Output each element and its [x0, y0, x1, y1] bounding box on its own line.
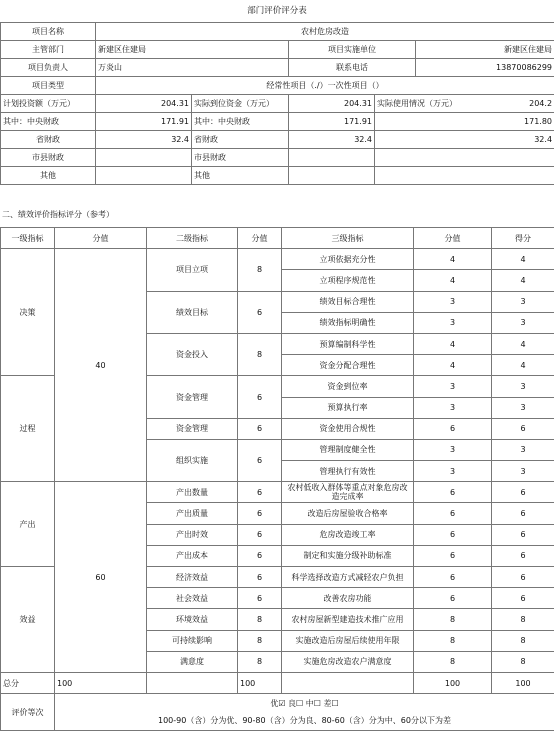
- level1-decision: 决策: [1, 249, 55, 376]
- grade-label: 评价等次: [1, 694, 55, 731]
- province-arrived-label: 省财政: [192, 131, 289, 149]
- province-row: [1, 131, 554, 149]
- grade-checkboxes: 优☑ 良☐ 中☐ 差☐: [270, 699, 339, 709]
- level3-name: 制定和实施分级补助标准: [282, 545, 414, 566]
- indicator-table: [0, 227, 554, 731]
- arrived-label: 实际到位资金（万元）: [192, 95, 289, 113]
- province-arrived: 32.4: [289, 131, 375, 149]
- level3-name: 危房改造竣工率: [282, 524, 414, 545]
- table-row: [1, 249, 554, 270]
- level2-chanchu-zhiliang-score: 6: [238, 503, 282, 524]
- type-row: [1, 77, 554, 95]
- level2-zuzhi: 组织实施: [147, 439, 238, 481]
- level3-got: 4: [492, 355, 554, 376]
- level3-got: 4: [492, 333, 554, 354]
- type-label: 项目类型: [1, 77, 96, 95]
- level3-got: 6: [492, 482, 554, 503]
- planned-label: 计划投资额（万元）: [1, 95, 96, 113]
- level3-score: 3: [414, 461, 492, 482]
- level2-guanli1: 资金管理: [147, 376, 238, 418]
- planned-value: 204.31: [96, 95, 192, 113]
- level3-score: 6: [414, 482, 492, 503]
- level2-lixiang-score: 8: [238, 249, 282, 291]
- header-l2: 二级指标: [147, 228, 238, 249]
- phone-value: 13870086299: [416, 59, 554, 77]
- level2-kechixu: 可持续影响: [147, 630, 238, 651]
- grade-rule: 100-90（含）分为优、90-80（含）分为良、80-60（含）分为中、60分以下为差: [157, 716, 451, 726]
- type-value: 经常性项目（./）一次性项目（）: [96, 77, 554, 95]
- total-row: [1, 672, 554, 693]
- level3-got: 6: [492, 567, 554, 588]
- unit-label: 项目实施单位: [289, 41, 416, 59]
- province-planned: 32.4: [96, 131, 192, 149]
- level3-got: 6: [492, 545, 554, 566]
- level2-jingji: 经济效益: [147, 567, 238, 588]
- other-label: 其他: [1, 167, 96, 185]
- level3-got: 6: [492, 418, 554, 439]
- level3-score: 3: [414, 376, 492, 397]
- other-row: [1, 167, 554, 185]
- level3-name: 资金分配合理性: [282, 355, 414, 376]
- project-info-table: [0, 22, 554, 185]
- form-title: 部门评价评分表: [247, 6, 307, 16]
- level3-name: 科学选择改造方式减轻农户负担: [282, 567, 414, 588]
- header-l1: 一级指标: [1, 228, 55, 249]
- level3-score: 8: [414, 651, 492, 672]
- total-score3: 100: [414, 672, 492, 693]
- dept-row: [1, 41, 554, 59]
- city-arrived: [289, 149, 375, 167]
- total-label: 总分: [1, 672, 55, 693]
- level3-name: 农村低收入群体等重点对象危房改造完成率: [282, 482, 414, 503]
- level2-touru: 资金投入: [147, 333, 238, 375]
- level2-huanjing-score: 8: [238, 609, 282, 630]
- level3-name: 资金使用合规性: [282, 418, 414, 439]
- level3-got: 3: [492, 291, 554, 312]
- central-row: [1, 113, 554, 131]
- level2-kechixu-score: 8: [238, 630, 282, 651]
- level3-name: 管理制度健全性: [282, 439, 414, 460]
- level2-shehui: 社会效益: [147, 588, 238, 609]
- province-label: 省财政: [1, 131, 96, 149]
- level3-score: 6: [414, 545, 492, 566]
- level3-got: 6: [492, 588, 554, 609]
- level2-guanli2: 资金管理: [147, 418, 238, 439]
- level3-name: 农村房屋新型建造技术推广应用: [282, 609, 414, 630]
- unit-value: 新建区住建局: [416, 41, 554, 59]
- level2-manyi-score: 8: [238, 651, 282, 672]
- level2-huanjing: 环境效益: [147, 609, 238, 630]
- grade-content: [55, 694, 554, 731]
- level1-process: 过程: [1, 376, 55, 482]
- level2-jingji-score: 6: [238, 567, 282, 588]
- level3-got: 3: [492, 376, 554, 397]
- level3-name: 绩效指标明确性: [282, 312, 414, 333]
- header-score2: 分值: [238, 228, 282, 249]
- level3-name: 立项依据充分性: [282, 249, 414, 270]
- level3-got: 8: [492, 630, 554, 651]
- level3-score: 6: [414, 588, 492, 609]
- city-planned: [96, 149, 192, 167]
- central-planned: 171.91: [96, 113, 192, 131]
- level3-name: 改善农房功能: [282, 588, 414, 609]
- level3-got: 3: [492, 312, 554, 333]
- used-value: 204.2: [529, 99, 553, 108]
- level3-score: 4: [414, 270, 492, 291]
- level3-got: 3: [492, 397, 554, 418]
- level2-guanli2-score: 6: [238, 418, 282, 439]
- header-got: 得分: [492, 228, 554, 249]
- level1-score-40: 40: [55, 249, 147, 482]
- city-used: [375, 149, 554, 167]
- level2-lixiang: 项目立项: [147, 249, 238, 291]
- level3-got: 8: [492, 651, 554, 672]
- level3-score: 6: [414, 418, 492, 439]
- level2-chanchu-shixiao: 产出时效: [147, 524, 238, 545]
- level3-score: 8: [414, 609, 492, 630]
- level2-shehui-score: 6: [238, 588, 282, 609]
- level3-got: 8: [492, 609, 554, 630]
- level3-got: 4: [492, 270, 554, 291]
- level3-score: 4: [414, 333, 492, 354]
- header-score1: 分值: [55, 228, 147, 249]
- level1-output: 产出: [1, 482, 55, 567]
- level2-zuzhi-score: 6: [238, 439, 282, 481]
- section2-title: 二、绩效评价指标评分（参考）: [2, 210, 114, 219]
- total-l3-blank: [282, 672, 414, 693]
- level3-score: 8: [414, 630, 492, 651]
- level3-score: 6: [414, 567, 492, 588]
- city-arrived-label: 市县财政: [192, 149, 289, 167]
- level2-chanchu-chengben-score: 6: [238, 545, 282, 566]
- total-score2: 100: [238, 672, 282, 693]
- other-arrived-label: 其他: [192, 167, 289, 185]
- central-arrived: 171.91: [289, 113, 375, 131]
- level2-guanli1-score: 6: [238, 376, 282, 418]
- used-label: 实际使用情况（万元）: [377, 99, 457, 108]
- level2-chanchu-shixiao-score: 6: [238, 524, 282, 545]
- level3-got: 6: [492, 503, 554, 524]
- arrived-value: 204.31: [289, 95, 375, 113]
- level2-manyi: 满意度: [147, 651, 238, 672]
- total-score1: 100: [55, 672, 147, 693]
- province-used: 32.4: [375, 131, 554, 149]
- owner-value: 万炎山: [96, 59, 289, 77]
- level3-name: 实施改造后房屋后续使用年限: [282, 630, 414, 651]
- level3-score: 6: [414, 524, 492, 545]
- level3-name: 改造后房屋验收合格率: [282, 503, 414, 524]
- table-row: [1, 482, 554, 503]
- level3-name: 绩效目标合理性: [282, 291, 414, 312]
- level3-name: 立项程序规范性: [282, 270, 414, 291]
- other-used: [375, 167, 554, 185]
- other-planned: [96, 167, 192, 185]
- total-l2-blank: [147, 672, 238, 693]
- project-name-label: 项目名称: [1, 23, 96, 41]
- level3-got: 3: [492, 439, 554, 460]
- phone-label: 联系电话: [289, 59, 416, 77]
- indicator-header-row: [1, 228, 554, 249]
- level3-got: 4: [492, 249, 554, 270]
- level2-jixiao-score: 6: [238, 291, 282, 333]
- level2-chanchu-chengben: 产出成本: [147, 545, 238, 566]
- level3-score: 6: [414, 503, 492, 524]
- level3-score: 4: [414, 355, 492, 376]
- level3-got: 6: [492, 524, 554, 545]
- level2-chanchu-zhiliang: 产出质量: [147, 503, 238, 524]
- other-arrived: [289, 167, 375, 185]
- central-label: 其中：中央财政: [1, 113, 96, 131]
- level3-name: 预算编制科学性: [282, 333, 414, 354]
- owner-label: 项目负责人: [1, 59, 96, 77]
- funds-row: [1, 95, 554, 113]
- project-name-row: [1, 23, 554, 41]
- level3-got: 3: [492, 461, 554, 482]
- level2-chanchu-shuliang: 产出数量: [147, 482, 238, 503]
- level3-name: 实施危房改造农户满意度: [282, 651, 414, 672]
- dept-value: 新建区住建局: [96, 41, 289, 59]
- level1-score-60: 60: [55, 482, 147, 673]
- central-used: 171.80: [375, 113, 554, 131]
- dept-label: 主管部门: [1, 41, 96, 59]
- level3-name: 资金到位率: [282, 376, 414, 397]
- level3-score: 3: [414, 291, 492, 312]
- level3-name: 管理执行有效性: [282, 461, 414, 482]
- grade-row: [1, 694, 554, 731]
- level2-touru-score: 8: [238, 333, 282, 375]
- level3-score: 3: [414, 439, 492, 460]
- header-l3: 三级指标: [282, 228, 414, 249]
- level3-name: 预算执行率: [282, 397, 414, 418]
- city-label: 市县财政: [1, 149, 96, 167]
- level3-score: 3: [414, 397, 492, 418]
- header-score3: 分值: [414, 228, 492, 249]
- level3-score: 4: [414, 249, 492, 270]
- level2-chanchu-shuliang-score: 6: [238, 482, 282, 503]
- level2-jixiao: 绩效目标: [147, 291, 238, 333]
- project-name-value: 农村危房改造: [96, 23, 554, 41]
- central-arrived-label: 其中：中央财政: [192, 113, 289, 131]
- level1-benefit: 效益: [1, 567, 55, 673]
- city-row: [1, 149, 554, 167]
- used-cell: [375, 95, 554, 113]
- owner-row: [1, 59, 554, 77]
- total-got: 100: [492, 672, 554, 693]
- level3-score: 3: [414, 312, 492, 333]
